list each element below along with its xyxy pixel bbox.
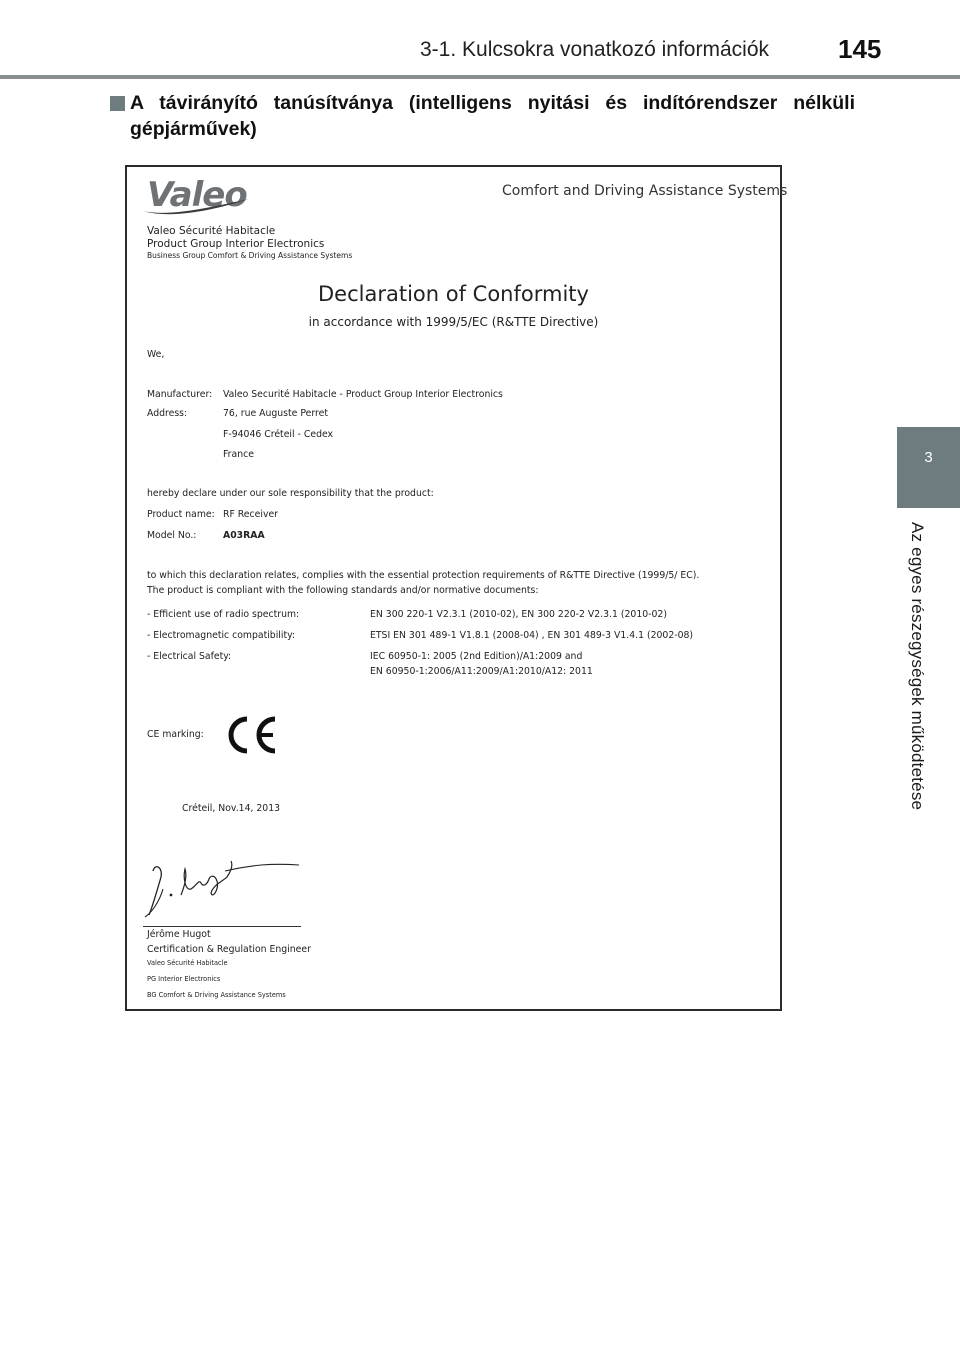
ce-marking-label: CE marking:: [147, 729, 204, 740]
standard-label: - Efficient use of radio spectrum:: [147, 609, 300, 620]
manufacturer-label: Manufacturer:: [147, 389, 213, 400]
running-header-title: 3-1. Kulcsokra vonatkozó információk: [420, 38, 769, 61]
signature: [141, 855, 301, 923]
company-line: Valeo Sécurité Habitacle: [147, 225, 276, 237]
valeo-logo: Valeo: [147, 175, 247, 215]
tagline: Comfort and Driving Assistance Systems: [502, 183, 788, 199]
company-line: Product Group Interior Electronics: [147, 238, 325, 250]
chapter-tab: [897, 427, 960, 508]
address-line: France: [223, 449, 254, 460]
product-label: Product name:: [147, 509, 215, 520]
section-heading: A távirányító tanúsítványa (intelligens nyitási és indítórendszer nélküli gépjárművek): [130, 92, 855, 140]
document-title: Declaration of Conformity: [318, 282, 589, 306]
page-number: 145: [838, 34, 882, 64]
product-value: RF Receiver: [223, 509, 278, 520]
ce-mark-icon: [223, 715, 279, 755]
signer-line: PG Interior Electronics: [147, 975, 221, 983]
declaration-line: hereby declare under our sole responsibility that the product:: [147, 488, 434, 499]
logo-swoosh-icon: [141, 197, 251, 219]
model-value: A03RAA: [223, 530, 265, 541]
signer-line: Valeo Sécurité Habitacle: [147, 959, 228, 967]
address-line: 76, rue Auguste Perret: [223, 408, 328, 419]
signature-line: [143, 926, 301, 927]
compliance-line: The product is compliant with the following standards and/or normative documents:: [147, 585, 539, 596]
standard-label: - Electrical Safety:: [147, 651, 232, 662]
address-line: F-94046 Créteil - Cedex: [223, 429, 334, 440]
address-label: Address:: [147, 408, 188, 419]
we-line: We,: [147, 349, 165, 360]
section-bullet-icon: [110, 96, 125, 111]
standard-value: EN 300 220-1 V2.3.1 (2010-02), EN 300 220-2 V2.3.1 (2010-02): [370, 609, 667, 620]
standard-value: ETSI EN 301 489-1 V1.8.1 (2008-04) , EN 301 489-3 V1.4.1 (2002-08): [370, 630, 694, 641]
signer-line: BG Comfort & Driving Assistance Systems: [147, 991, 286, 999]
standard-label: - Electromagnetic compatibility:: [147, 630, 296, 641]
header-rule: [0, 75, 960, 79]
model-label: Model No.:: [147, 530, 197, 541]
chapter-number: 3: [924, 449, 933, 466]
document-subtitle: in accordance with 1999/5/EC (R&TTE Directive): [308, 315, 599, 329]
standard-value: IEC 60950-1: 2005 (2nd Edition)/A1:2009 and: [370, 651, 583, 662]
place-date: Créteil, Nov.14, 2013: [182, 803, 281, 814]
signer-title: Certification & Regulation Engineer: [147, 944, 311, 955]
conformity-certificate: [125, 165, 788, 1011]
company-line: Business Group Comfort & Driving Assistance Systems: [147, 251, 353, 260]
standard-value: EN 60950-1:2006/A11:2009/A1:2010/A12: 2011: [370, 666, 593, 677]
chapter-caption: Az egyes részegységek működtetése: [908, 522, 927, 811]
signer-name: Jérôme Hugot: [147, 929, 211, 940]
manufacturer-value: Valeo Securité Habitacle - Product Group Interior Electronics: [223, 389, 503, 400]
compliance-line: to which this declaration relates, complies with the essential protection requirements of R&TTE Directive (1999/5/ EC).: [147, 570, 700, 581]
